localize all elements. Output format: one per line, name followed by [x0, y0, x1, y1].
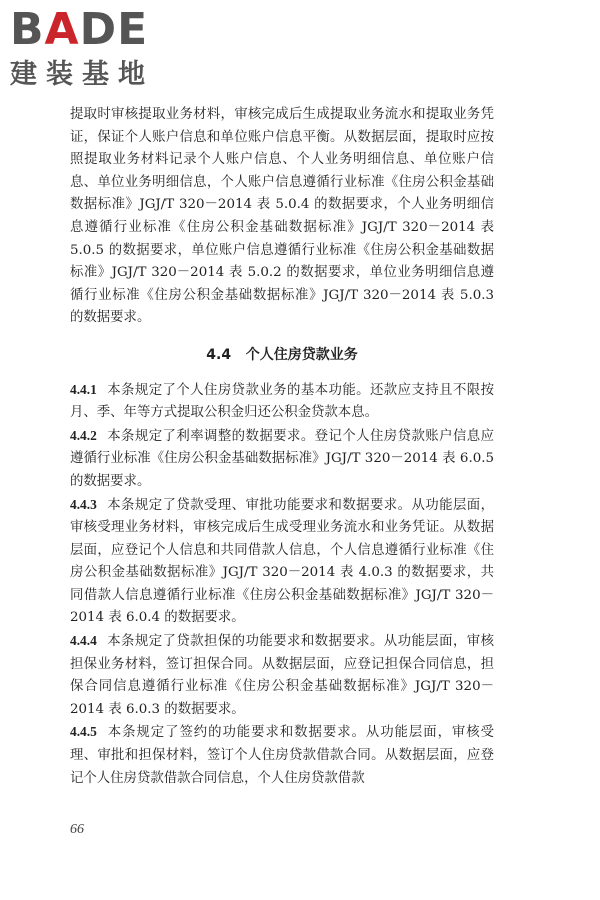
clause-number: 4.4.4	[70, 633, 97, 649]
logo-letters-de: DE	[79, 4, 149, 55]
section-title: 个人住房贷款业务	[245, 346, 358, 363]
clause-text: 本条规定了贷款受理、审批功能要求和数据要求。从功能层面，审核受理业务材料，审核完成后生成受理业务流水和业务凭证。从数据层面，应登记个人信息和共同借款人信息，个人信息遵循行业标准《住房公积金基础数据标准》JGJ/T 320－2014 表 4.0.3 的数据要求，共同借款人信息遵循行业标准《住房公积金基础数据标准》JGJ/T 320－2014 表 6.0.4 的数据要求。	[70, 497, 494, 626]
bade-logo	[10, 6, 180, 92]
clause-number: 4.4.5	[70, 724, 97, 740]
continuation-paragraph: 提取时审核提取业务材料，审核完成后生成提取业务流水和提取业务凭证，保证个人账户信息和单位账户信息平衡。从数据层面，提取时应按照提取业务材料记录个人账户信息、个人业务明细信息、单位账户信息、单位业务明细信息，个人账户信息遵循行业标准《住房公积金基础数据标准》JGJ/T 320－2014 表 5.0.4 的数据要求，个人业务明细信息遵循行业标准《住房公积金基础数据标准》JGJ/T 320－2014 表 5.0.5 的数据要求，单位账户信息遵循行业标准《住房公积金基础数据标准》JGJ/T 320－2014 表 5.0.2 的数据要求，单位业务明细信息遵循行业标准《住房公积金基础数据标准》JGJ/T 320－2014 表 5.0.3 的数据要求。	[70, 107, 494, 326]
clause-text: 本条规定了利率调整的数据要求。登记个人住房贷款账户信息应遵循行业标准《住房公积金基础数据标准》JGJ/T 320－2014 表 6.0.5 的数据要求。	[70, 428, 494, 489]
page-number: 66	[70, 822, 84, 837]
clause-number: 4.4.1	[70, 381, 97, 397]
clause-number: 4.4.3	[70, 496, 97, 512]
logo-letter-a: A	[44, 4, 80, 55]
clause	[70, 494, 494, 631]
clause-text: 本条规定了签约的功能要求和数据要求。从功能层面，审核受理、审批和担保材料，签订个人住房贷款借款合同。从数据层面，应登记个人住房贷款借款合同信息，个人住房贷款借款	[70, 725, 494, 786]
clause	[70, 425, 494, 494]
clause-text: 本条规定了贷款担保的功能要求和数据要求。从功能层面，审核担保业务材料，签订担保合同。从数据层面，应登记担保合同信息，担保合同信息遵循行业标准《住房公积金基础数据标准》JGJ/T 320－2014 表 6.0.3 的数据要求。	[70, 634, 494, 717]
section-number: 4.4	[206, 346, 232, 363]
clause	[70, 721, 494, 790]
clause-text: 本条规定了个人住房贷款业务的基本功能。还款应支持且不限按月、季、年等方式提取公积金归还公积金贷款本息。	[70, 382, 494, 421]
section-heading	[70, 344, 494, 367]
clause-number: 4.4.2	[70, 427, 97, 443]
logo-wordmark	[10, 6, 180, 54]
page-content	[70, 104, 494, 790]
logo-subtitle: 建装基地	[10, 59, 154, 90]
clause	[70, 630, 494, 721]
logo-letter-b: B	[10, 4, 45, 55]
clause	[70, 379, 494, 425]
